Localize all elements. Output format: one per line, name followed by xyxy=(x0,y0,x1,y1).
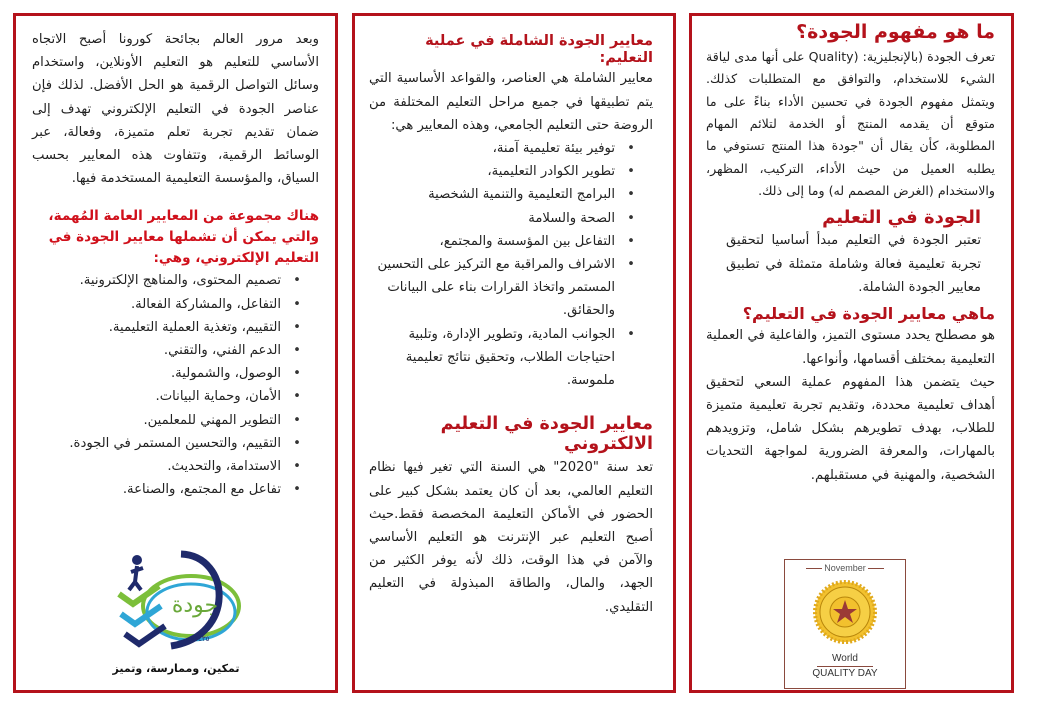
quality-in-education-text: تعتبر الجودة في التعليم مبدأ أساسيا لتحقيق تجربة تعليمية فعالة وشاملة متمثلة في تطبيق معايير الجودة الشاملة. xyxy=(726,233,981,295)
list-item: • الصحة والسلامة xyxy=(369,207,615,230)
list-item: • الدعم الفني، والتقني. xyxy=(32,339,281,362)
seal-line-quality-day: QUALITY DAY xyxy=(812,668,878,679)
list-item: • التقييم، وتغذية العملية التعليمية. xyxy=(32,316,281,339)
education-standards-text-2: حيث يتضمن هذا المفهوم عملية السعي لتحقيق أهداف تعليمية محددة، وتقديم تجربة تعليمية متميزة للطلاب، بهدف تطويرهم بشكل شامل، وتزويدهم بالمهارات، والمعرفة الضرورية لمواجهة التحديات الشخصية، والمهنية في مستقبلهم. xyxy=(706,374,995,483)
heading-general-standards: هناك مجموعة من المعايير العامة المُهمة، والتي يمكن أن تشملها معايير الجودة في التعليم الإلكتروني، وهي: xyxy=(48,208,319,267)
elearning-standards-text: تعد سنة "2020" هي السنة التي تغير فيها نظام التعليم العالمي، بعد أن كان يعتمد بشكل كبير على الحضور في الأماكن التعليمة المخصصة فقط.حيث أصبح التعليم عبر الإنترنت هو التعليم الأساسي والآمن في هذا الوقت، ذلك لأنه يوفر الكثير من الجهد، والمال، والطاقة المبذولة في التعليم التقليدي. xyxy=(369,460,653,615)
list-item: • الاشراف والمراقبة مع التركيز على التحسين المستمر واتخاذ القرارات بناء على البيانات والحقائق. xyxy=(369,253,615,323)
list-item: • توفير بيئة تعليمية آمنة، xyxy=(369,137,615,160)
heading-quality-in-education: الجودة في التعليم xyxy=(822,206,981,228)
quality-seal-icon xyxy=(810,577,880,647)
list-item: • التقييم، والتحسين المستمر في الجودة. xyxy=(32,432,281,455)
middle-panel xyxy=(352,13,676,693)
quality-concept-text: تعرف الجودة (بالإنجليزية: (Quality على أنها مدى لياقة الشيء للاستخدام، والتوافق مع المتطلبات كذلك. ويتمثل مفهوم الجودة في تحسين الأداء بناءً على ما متوقع أن يقدمه المنتج أو الخدمة لتلائم المهام المطلوبة، كأن يقال أن "جودة هذا المنتج تستوفي ما يطلبه العميل من حيث الأداء، التركيب، المظهر، والاستخدام (الغرض المصمم له) وما إلى ذلك. xyxy=(706,48,995,199)
list-item: • الأمان، وحماية البيانات. xyxy=(32,385,281,408)
list-item: • التفاعل بين المؤسسة والمجتمع، xyxy=(369,230,615,253)
heading-total-quality-standards: معايير الجودة الشاملة في عملية التعليم: xyxy=(425,33,653,66)
list-item: • تطوير الكوادر التعليمية، xyxy=(369,160,615,183)
quality-logo-graphic xyxy=(111,546,241,658)
left-panel xyxy=(13,13,338,693)
heading-education-standards: ماهي معايير الجودة في التعليم؟ xyxy=(742,303,995,323)
list-item: • التفاعل، والمشاركة الفعالة. xyxy=(32,293,281,316)
total-quality-intro: معايير الشاملة هي العناصر، والقواعد الأساسية التي يتم تطبيقها في جميع مراحل التعليم المختلفة من الروضة حتى التعليم الجامعي، وهذه المعايير هي: xyxy=(369,71,653,133)
total-quality-list xyxy=(369,137,653,392)
heading-quality-concept: ما هو مفهوم الجودة؟ xyxy=(796,21,995,43)
seal-month: November xyxy=(824,563,866,573)
right-panel xyxy=(689,13,1014,693)
list-item: • الوصول، والشمولية. xyxy=(32,362,281,385)
logo-year: ١٤٣٥هـ xyxy=(188,635,210,643)
heading-elearning-standards: معايير الجودة في التعليم الالكتروني xyxy=(440,414,653,455)
logo-tagline: تمكين، وممارسة، وتميز xyxy=(112,662,240,675)
after-corona-text: وبعد مرور العالم بجائحة كورونا أصبح الاتجاه الأساسي للتعليم هو التعليم الأونلاين، واستخدام وسائل التواصل الرقمية هو الحل الأفضل. لذلك فإن عناصر الجودة في التعليم الإلكتروني تهدف إلى ضمان تقديم تجربة تعلم متميزة، وفعالة، عبر الوسائط الرقمية، وتتفاوت هذه المعايير بحسب السياق، والمؤسسة التعليمية المستخدمة فيها. xyxy=(32,32,319,187)
list-item: • الجوانب المادية، وتطوير الإدارة، وتلبية احتياجات الطلاب، وتحقيق نتائج تعليمية ملموسة. xyxy=(369,323,615,393)
world-quality-day-card xyxy=(784,559,906,689)
list-item: • التطوير المهني للمعلمين. xyxy=(32,409,281,432)
education-standards-text: هو مصطلح يحدد مستوى التميز، والفاعلية في العملية التعليمية بمختلف أقسامها، وأنواعها. xyxy=(706,328,995,367)
list-item: • البرامج التعليمية والتنمية الشخصية xyxy=(369,183,615,206)
list-item: • الاستدامة، والتحديث. xyxy=(32,455,281,478)
seal-line-world: World xyxy=(832,653,858,664)
logo-word: جودة xyxy=(171,593,219,618)
elearning-standards-list xyxy=(32,269,319,501)
list-item: • تصميم المحتوى، والمناهج الإلكترونية. xyxy=(32,269,281,292)
quality-logo xyxy=(106,546,246,690)
list-item: • تفاعل مع المجتمع، والصناعة. xyxy=(32,478,281,501)
